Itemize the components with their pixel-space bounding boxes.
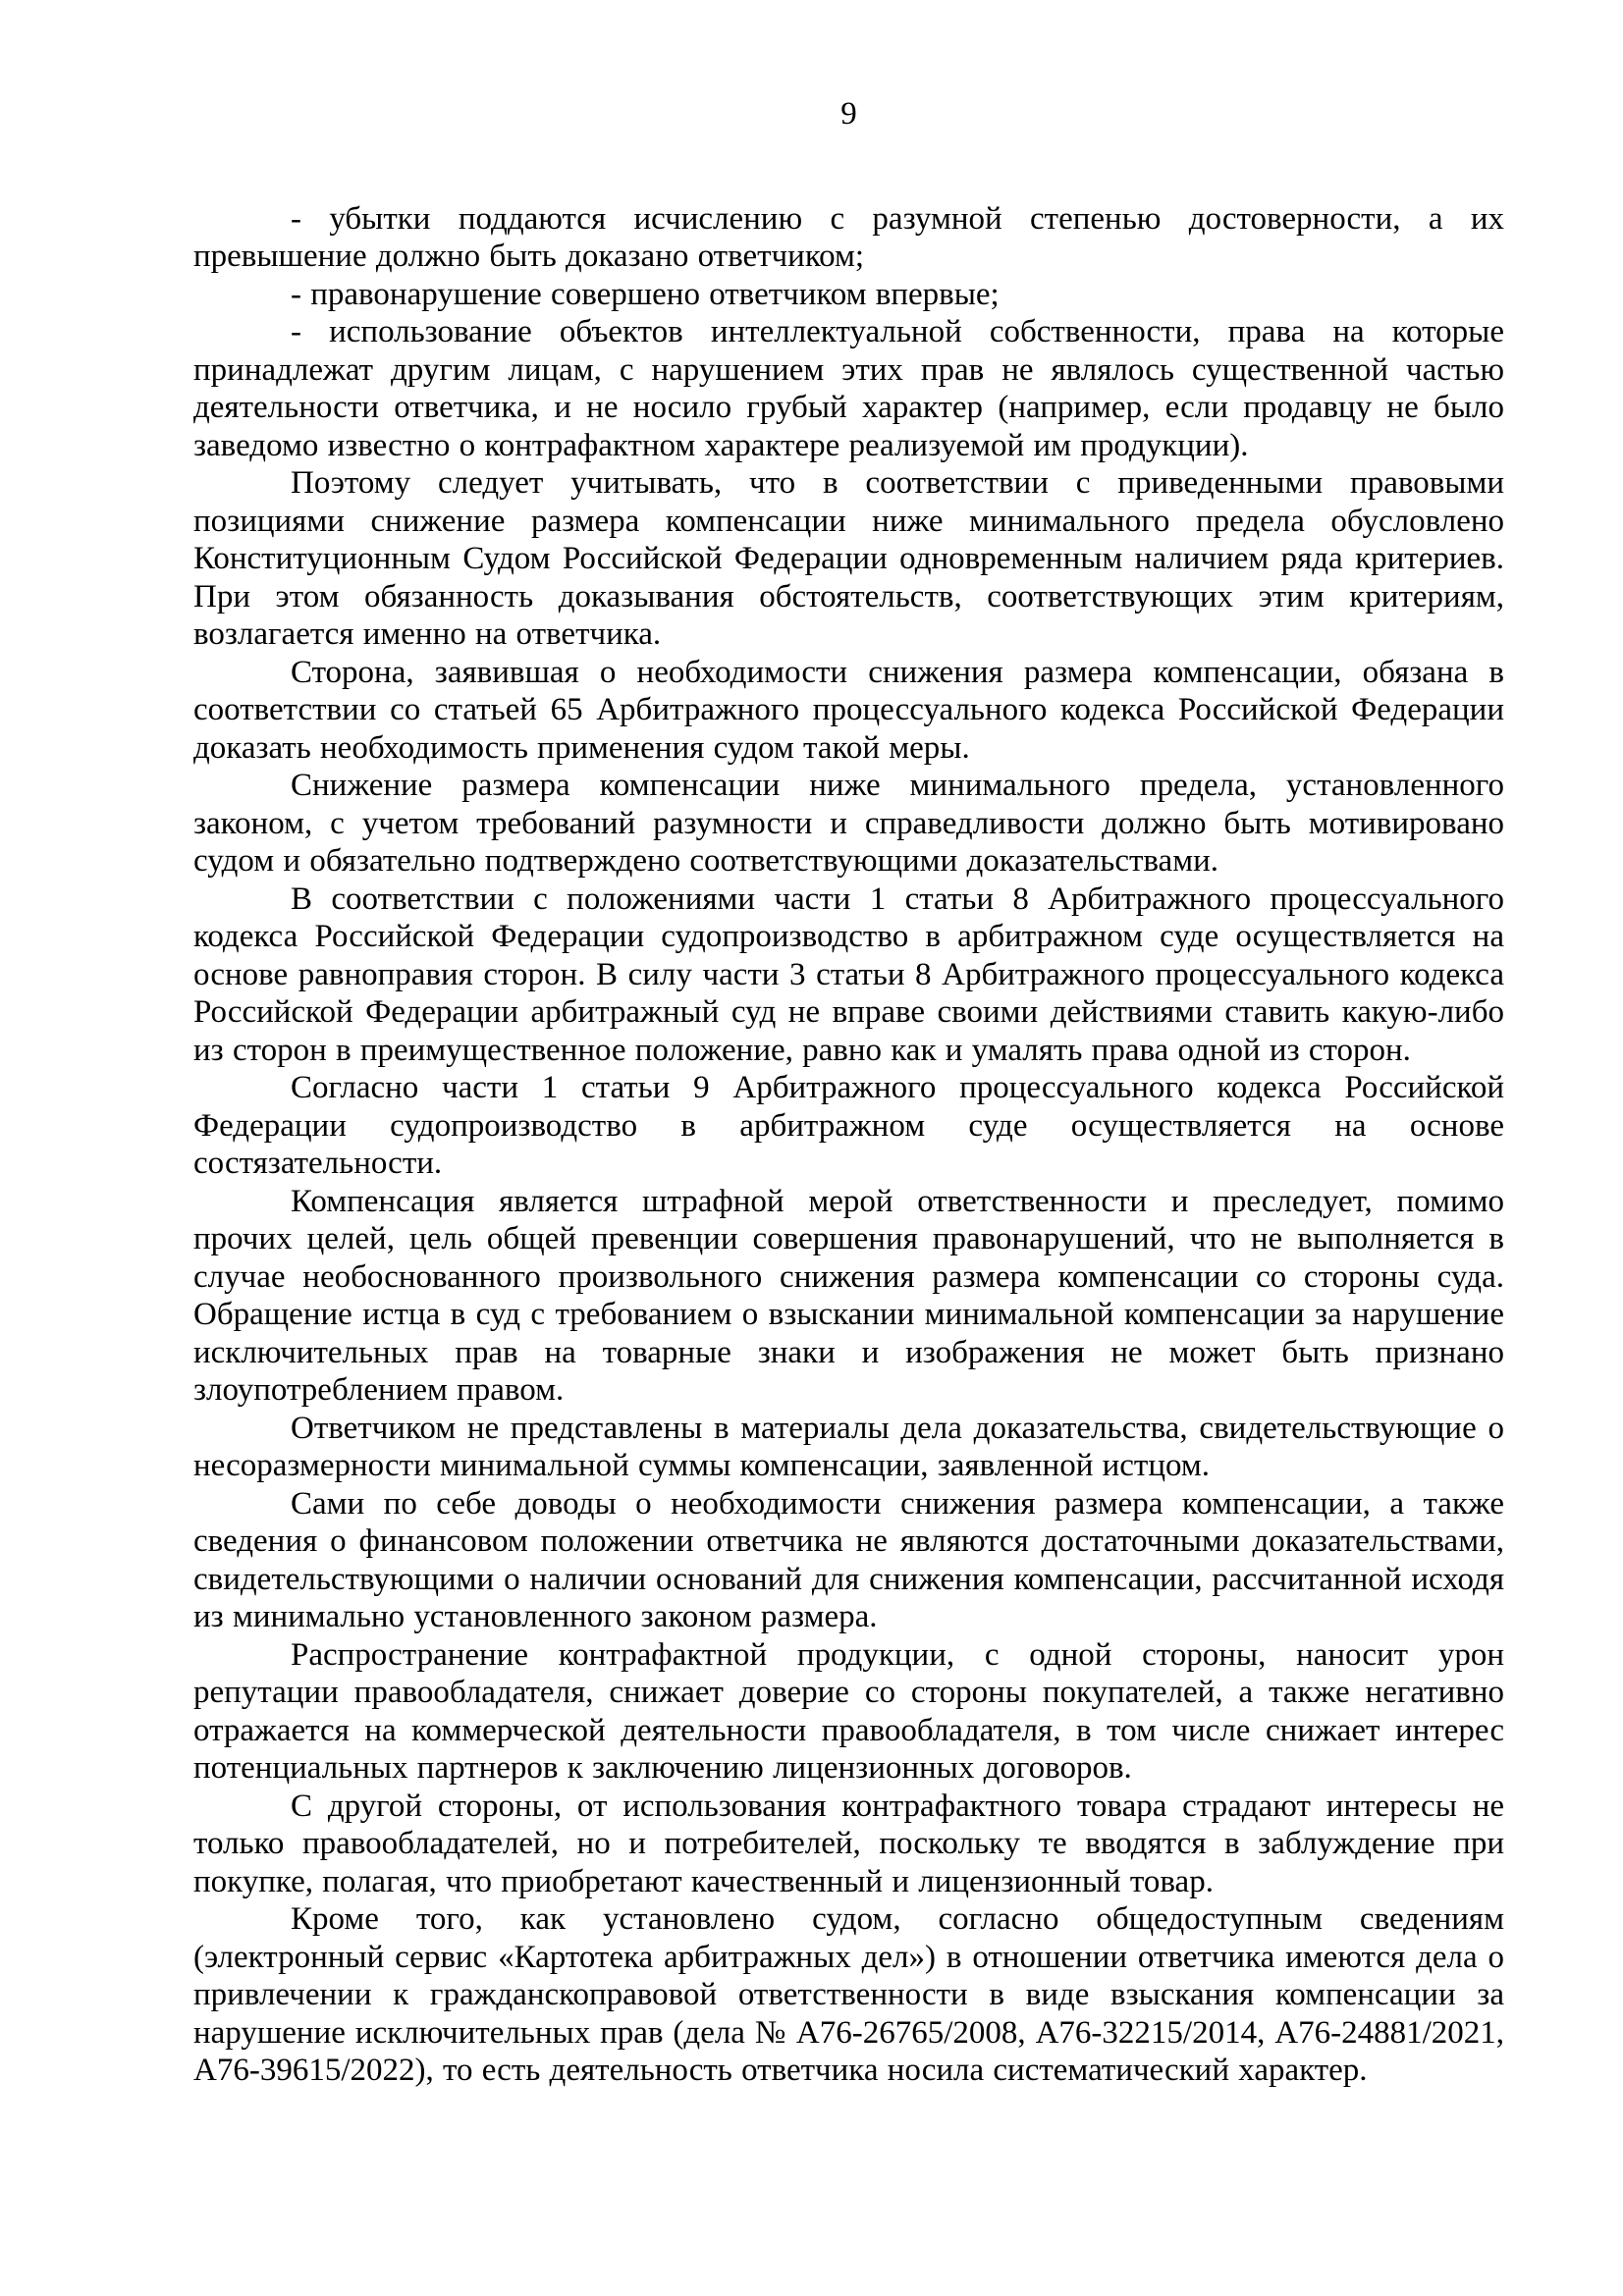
paragraph: Сторона, заявившая о необходимости снижения размера компенсации, обязана в соответствии со статьей 65 Арбитражного процессуального кодекса Российской Федерации доказать необходимость применения судом такой меры. xyxy=(193,654,1504,766)
paragraph: Кроме того, как установлено судом, согласно общедоступным сведениям (электронный сервис «Картотека арбитражных дел») в отношении ответчика имеются дела о привлечении к гражданскоправовой ответственности в виде взыскания компенсации за нарушение исключительных прав (дела № А76-26765/2008, А76-32215/2014, А76-24881/2021, А76-39615/2022), то есть деятельность ответчика носила систематический характер. xyxy=(193,1901,1504,2088)
document-body xyxy=(193,200,1504,2090)
paragraph: В соответствии с положениями части 1 статьи 8 Арбитражного процессуального кодекса Российской Федерации судопроизводство в арбитражном суде осуществляется на основе равноправия сторон. В силу части 3 статьи 8 Арбитражного процессуального кодекса Российской Федерации арбитражный суд не вправе своими действиями ставить какую-либо из сторон в преимущественное положение, равно как и умалять права одной из сторон. xyxy=(193,881,1504,1068)
paragraph: - убытки поддаются исчислению с разумной степенью достоверности, а их превышение должно быть доказано ответчиком; xyxy=(193,200,1504,274)
paragraph: - использование объектов интеллектуальной собственности, права на которые принадлежат другим лицам, с нарушением этих прав не являлось существенной частью деятельности ответчика, и не носило грубый характер (например, если продавцу не было заведомо известно о контрафактном характере реализуемой им продукции). xyxy=(193,314,1504,463)
paragraph: Согласно части 1 статьи 9 Арбитражного процессуального кодекса Российской Федерации судопроизводство в арбитражном суде осуществляется на основе состязательности. xyxy=(193,1070,1504,1181)
paragraph: Поэтому следует учитывать, что в соответствии с приведенными правовыми позициями снижение размера компенсации ниже минимального предела обусловлено Конституционным Судом Российской Федерации одновременным наличием ряда критериев. При этом обязанность доказывания обстоятельств, соответствующих этим критериям, возлагается именно на ответчика. xyxy=(193,465,1504,652)
paragraph: Снижение размера компенсации ниже минимального предела, установленного законом, с учетом требований разумности и справедливости должно быть мотивировано судом и обязательно подтверждено соответствующими доказательствами. xyxy=(193,768,1504,879)
paragraph: Распространение контрафактной продукции, с одной стороны, наносит урон репутации правообладателя, снижает доверие со стороны покупателей, а также негативно отражается на коммерческой деятельности правообладателя, в том числе снижает интерес потенциальных партнеров к заключению лицензионных договоров. xyxy=(193,1636,1504,1786)
paragraph: Сами по себе доводы о необходимости снижения размера компенсации, а также сведения о финансовом положении ответчика не являются достаточными доказательствами, свидетельствующими о наличии оснований для снижения компенсации, рассчитанной исходя из минимально установленного законом размера. xyxy=(193,1485,1504,1634)
paragraph: Ответчиком не представлены в материалы дела доказательства, свидетельствующие о несоразмерности минимальной суммы компенсации, заявленной истцом. xyxy=(193,1410,1504,1483)
paragraph: - правонарушение совершено ответчиком впервые; xyxy=(291,276,1000,312)
paragraph: С другой стороны, от использования контрафактного товара страдают интересы не только правообладателей, но и потребителей, поскольку те вводятся в заблуждение при покупке, полагая, что приобретают качественный и лицензионный товар. xyxy=(193,1788,1504,1899)
page-number: 9 xyxy=(840,96,857,132)
paragraph: Компенсация является штрафной мерой ответственности и преследует, помимо прочих целей, цель общей превенции совершения правонарушений, что не выполняется в случае необоснованного произвольного снижения размера компенсации со стороны суда. Обращение истца в суд с требованием о взыскании минимальной компенсации за нарушение исключительных прав на товарные знаки и изображения не может быть признано злоупотреблением правом. xyxy=(193,1183,1504,1408)
